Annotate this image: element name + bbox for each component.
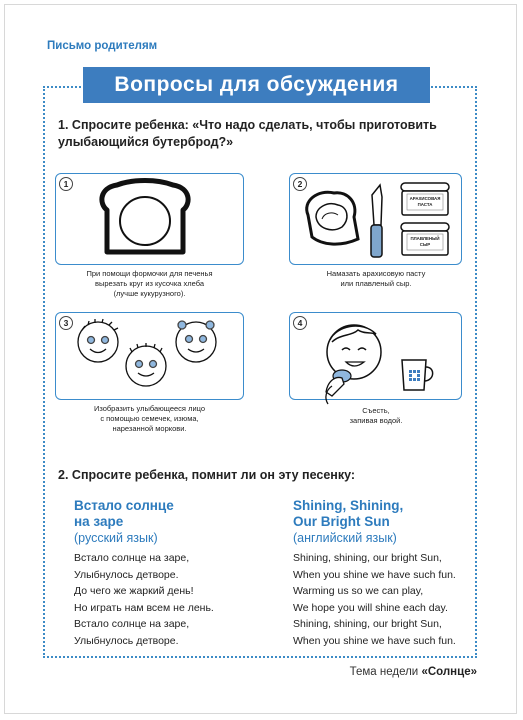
lyric-line: До чего же жаркий день! xyxy=(74,585,194,597)
section-label: Письмо родителям xyxy=(47,40,158,52)
footer-theme-name: «Солнце» xyxy=(421,666,477,678)
song-lyrics-english xyxy=(293,550,456,649)
lyric-line: Shining, shining, our bright Sun, xyxy=(293,618,442,630)
step-4-badge: 4 xyxy=(293,316,307,330)
step-1-badge: 1 xyxy=(59,177,73,191)
lyric-line: Shining, shining, our bright Sun, xyxy=(293,552,442,564)
step-4-caption-line: запивая водой. xyxy=(349,416,403,425)
step-1-caption-line: (лучше кукурузного). xyxy=(113,289,186,298)
step-3-badge: 3 xyxy=(59,316,73,330)
lyric-line: Warming us so we can play, xyxy=(293,585,424,597)
lyric-line: Встало солнце на заре, xyxy=(74,618,190,630)
lyric-line: When you shine we have such fun. xyxy=(293,634,456,647)
step-4-caption-line: Съесть, xyxy=(362,406,390,415)
step-1-caption xyxy=(62,269,237,299)
question-1 xyxy=(58,117,470,151)
step-2-badge: 2 xyxy=(293,177,307,191)
smiley-face-right xyxy=(176,321,216,362)
lyric-line: Встало солнце на заре, xyxy=(74,552,190,564)
svg-text:АРАХИСОВАЯ: АРАХИСОВАЯ xyxy=(409,196,441,201)
smiley-sandwich-icon xyxy=(72,316,232,392)
question-2 xyxy=(58,467,470,484)
bread-icon xyxy=(95,180,195,260)
peanut-butter-jar-icon xyxy=(398,181,452,265)
lyric-line: We hope you will shine each day. xyxy=(293,601,448,614)
step-4-caption xyxy=(295,406,457,426)
step-2-caption-line: или плавленый сыр. xyxy=(340,279,412,288)
song-language-english: (английский язык) xyxy=(293,531,397,545)
step-3-caption-line: Изобразить улыбающееся лицо xyxy=(93,404,206,413)
step-3-caption-line: с помощью семечек, изюма, xyxy=(100,414,199,423)
lyric-line: Улыбнулось детворе. xyxy=(74,634,179,647)
song-lyrics-russian xyxy=(74,550,214,649)
song-language-russian: (русский язык) xyxy=(74,531,158,545)
svg-text:СЫР: СЫР xyxy=(419,242,431,247)
step-1-caption-line: При помощи формочки для печенья xyxy=(86,269,213,278)
svg-text:ПЛАВЛЕНЫЙ: ПЛАВЛЕНЫЙ xyxy=(410,236,440,241)
lyric-line: Но играть нам всем не лень. xyxy=(74,601,214,614)
question-2-text: Спросите ребенка, помнит ли он эту песенку: xyxy=(71,468,356,482)
smiley-face-center xyxy=(126,343,166,386)
step-3-caption-line: нарезанной моркови. xyxy=(112,424,187,433)
lyric-line: When you shine we have such fun. xyxy=(293,568,456,581)
page-title: Вопросы для обсуждения xyxy=(83,67,430,103)
svg-text:ПАСТА: ПАСТА xyxy=(417,202,433,207)
step-2-caption xyxy=(295,269,457,289)
question-1-number: 1. xyxy=(58,118,69,132)
footer-prefix: Тема недели xyxy=(349,666,419,678)
footer-theme xyxy=(350,666,477,678)
mug-icon xyxy=(399,356,439,394)
question-2-number: 2. xyxy=(58,468,69,482)
song-title-russian: Встало солнце на заре xyxy=(74,498,174,529)
song-title-english: Shining, Shining, Our Bright Sun xyxy=(293,498,404,529)
lyric-line: Улыбнулось детворе. xyxy=(74,568,179,581)
step-1-caption-line: вырезать круг из кусочка хлеба xyxy=(94,279,205,288)
step-3-caption xyxy=(62,404,237,434)
child-eating-icon xyxy=(318,318,388,406)
question-1-text: Спросите ребенка: «Что надо сделать, чтобы приготовить улыбающийся бутерброд?» xyxy=(58,118,437,149)
smiley-face-left xyxy=(78,319,118,362)
step-2-caption-line: Намазать арахисовую пасту xyxy=(326,269,426,278)
